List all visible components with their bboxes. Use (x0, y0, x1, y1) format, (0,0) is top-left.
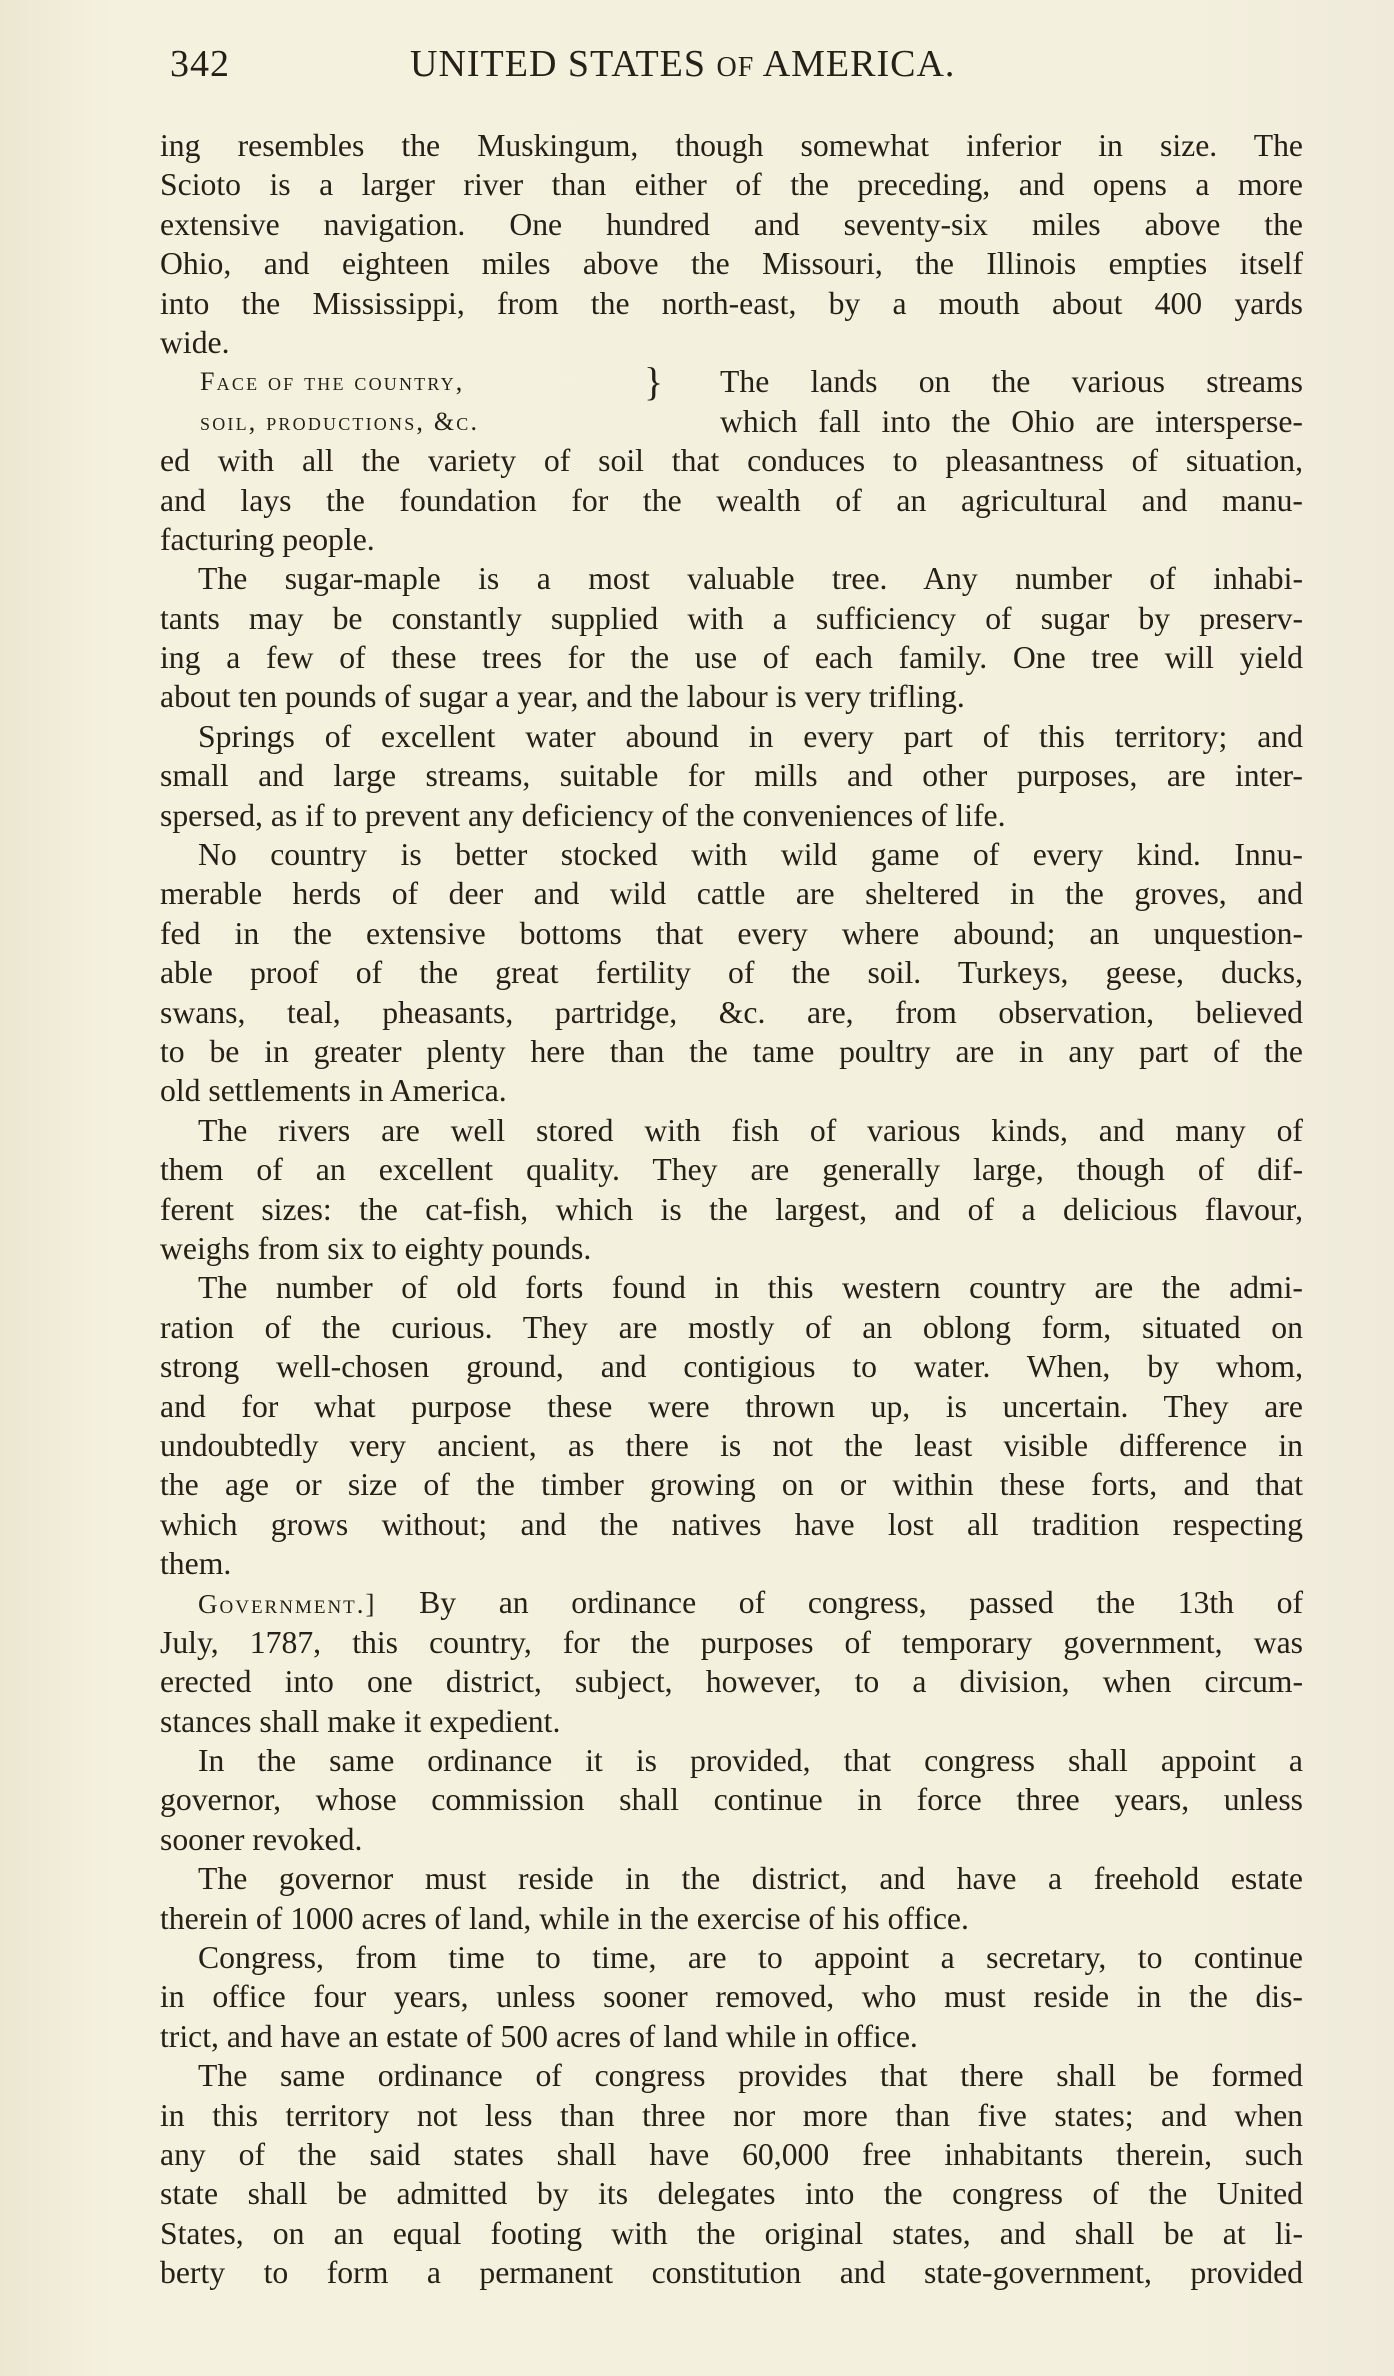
page-number: 342 (170, 43, 230, 85)
text-line: able proof of the great fertility of the soil. Turkeys, geese, ducks, (160, 955, 1303, 991)
text-line: strong well-chosen ground, and contigious to water. When, by whom, (160, 1349, 1303, 1385)
text-line: Springs of excellent water abound in every part of this territory; and (198, 718, 1303, 754)
page-header (160, 42, 1320, 92)
text-line: to be in greater plenty here than the tame poultry are in any part of the (160, 1033, 1303, 1069)
text-line: wide. (160, 324, 230, 360)
text-line: therein of 1000 acres of land, while in the exercise of his office. (160, 1900, 969, 1936)
text-line: Congress, from time to time, are to appoint a secretary, to continue (198, 1939, 1303, 1975)
text-line: The governor must reside in the district, and have a freehold estate (198, 1861, 1303, 1897)
text-line: them. (160, 1546, 232, 1582)
text-line: Scioto is a larger river than either of the preceding, and opens a more (160, 167, 1303, 203)
text-line (160, 1583, 1303, 1622)
text-line: berty to form a permanent constitution and state-government, provided (160, 2255, 1303, 2291)
text-line: in this territory not less than three nor more than five states; and when (160, 2097, 1303, 2133)
text-line-segment: By an ordinance of congress, passed the 13th of (419, 1585, 1303, 1621)
text-line: and lays the foundation for the wealth of an agricultural and manu- (160, 482, 1303, 518)
text-line: facturing people. (160, 521, 375, 557)
text-line: erected into one district, subject, however, to a division, when circum- (160, 1664, 1303, 1700)
sidehead-row (160, 402, 1303, 441)
text-line: them of an excellent quality. They are generally large, though of dif- (160, 1152, 1303, 1188)
text-line: the age or size of the timber growing on or within these forts, and that (160, 1467, 1303, 1503)
running-title-of: OF (716, 52, 755, 83)
text-line: States, on an equal footing with the original states, and shall be at li- (160, 2215, 1303, 2251)
text-line: extensive navigation. One hundred and seventy-six miles above the (160, 206, 1303, 242)
text-line: ing resembles the Muskingum, though somewhat inferior in size. The (160, 128, 1303, 163)
text-line: trict, and have an estate of 500 acres of land while in office. (160, 2018, 918, 2054)
running-title (410, 42, 955, 86)
text-line: The same ordinance of congress provides that there shall be formed (198, 2058, 1303, 2094)
text-line: in office four years, unless sooner removed, who must reside in the dis- (160, 1979, 1303, 2015)
text-line: tants may be constantly supplied with a sufficiency of sugar by preserv- (160, 600, 1303, 636)
running-title-end: AMERICA. (762, 43, 956, 85)
text-line: state shall be admitted by its delegates into the congress of the United (160, 2176, 1303, 2212)
text-line: spersed, as if to prevent any deficiency of the conveniences of life. (160, 797, 1006, 833)
text-line: sooner revoked. (160, 1821, 363, 1857)
text-line: undoubtedly very ancient, as there is not the least visible difference in (160, 1427, 1303, 1463)
text-line: old settlements in America. (160, 1073, 507, 1109)
text-line: which grows without; and the natives have lost all tradition respecting (160, 1506, 1303, 1542)
text-line: ing a few of these trees for the use of each family. One tree will yield (160, 640, 1303, 676)
text-line: The lands on the various streams (720, 364, 1303, 400)
text-line: The sugar-maple is a most valuable tree. Any number of inhabi- (198, 561, 1303, 597)
text-line: about ten pounds of sugar a year, and the labour is very trifling. (160, 679, 965, 715)
text-line: Ohio, and eighteen miles above the Missouri, the Illinois empties itself (160, 246, 1303, 282)
text-line: governor, whose commission shall continue in force three years, unless (160, 1782, 1303, 1818)
text-line: merable herds of deer and wild cattle are sheltered in the groves, and (160, 876, 1303, 912)
text-line: No country is better stocked with wild game of every kind. Innu- (198, 837, 1303, 873)
sidehead-government: Government.] (198, 1589, 377, 1620)
brace-glyph: } (644, 359, 664, 405)
text-line: stances shall make it expedient. (160, 1703, 561, 1739)
text-line: weighs from six to eighty pounds. (160, 1230, 592, 1266)
text-line: In the same ordinance it is provided, that congress shall appoint a (198, 1743, 1303, 1779)
text-line: July, 1787, this country, for the purposes of temporary government, was (160, 1624, 1303, 1660)
sidehead-row (160, 359, 1303, 405)
text-line: swans, teal, pheasants, partridge, &c. are, from observation, believed (160, 994, 1303, 1030)
text-line: any of the said states shall have 60,000 free inhabitants therein, such (160, 2136, 1303, 2172)
text-line: and for what purpose these were thrown up, is uncertain. They are (160, 1388, 1303, 1424)
text-line: small and large streams, suitable for mills and other purposes, are inter- (160, 758, 1303, 794)
sidehead-soil-productions: soil, productions, &c. (200, 406, 480, 436)
text-line: ration of the curious. They are mostly of an oblong form, situated on (160, 1309, 1303, 1345)
text-line: ferent sizes: the cat-fish, which is the largest, and of a delicious flavour, (160, 1191, 1303, 1227)
running-title-main: UNITED STATES (410, 43, 706, 85)
sidehead-face-of-country: Face of the country, (200, 367, 465, 397)
text-line: ed with all the variety of soil that conduces to pleasantness of situation, (160, 443, 1303, 479)
body-text (160, 126, 1303, 2292)
text-line: which fall into the Ohio are intersperse- (720, 403, 1303, 439)
text-line: fed in the extensive bottoms that every where abound; an unquestion- (160, 915, 1303, 951)
text-line: The rivers are well stored with fish of various kinds, and many of (198, 1112, 1303, 1148)
text-line: The number of old forts found in this western country are the admi- (198, 1270, 1303, 1306)
text-line: into the Mississippi, from the north-east, by a mouth about 400 yards (160, 285, 1303, 321)
